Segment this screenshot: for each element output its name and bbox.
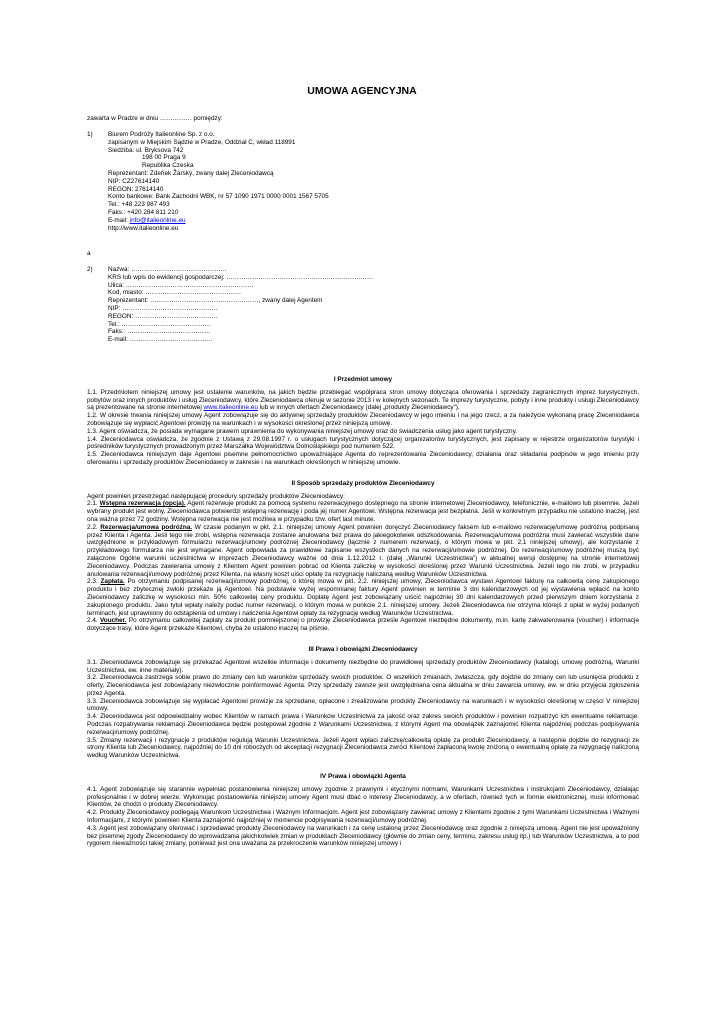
party-2-regon-field: REGON: ………………………………… [108, 312, 219, 320]
party-1-court: zapisanym w Miejskim Sądzie w Pradze, Oddział C, wkład 118991 [108, 138, 296, 146]
conjunction-a: a [87, 250, 91, 257]
party-2-email-field: E-mail: ………………………………… [108, 336, 213, 344]
clause-3-3: 3.3. Zleceniodawca zobowiązuje się wypłacać Agentowi prowizje za sprzedane, opłacone i zrealizowane produkty Zleceniodawcy na warunkach i w wysokości określonej w części V niniejszej umowy. [87, 697, 639, 713]
clause-1-5: 1.5. Zleceniodawca niniejszym daje Agentowi pisemne pełnomocnictwo upoważniające Agenta do reprezentowania Zleceniodawcy, działania oraz składania podpisów w jego imieniu przy oferowaniu i sprzedaży produktów Zleceniodawcy w zakresie i na warunkach określonych w niniejszej umowie. [87, 451, 639, 466]
section-4 [87, 773, 639, 848]
party-2-krs-field: KRS lub wpis do ewidencji gospodarczej: …………………………………………………………… [108, 273, 374, 281]
clause-1-3: 1.3. Agent oświadcza, że posiada wymagane prawem uprawnienia do wykonywania niniejszej umowy oraz do świadczenia usług jako agent turystyczny. [87, 427, 518, 435]
party-2-representative-field: Reprezentant: ……………………………………………, zwany dalej Agentem [108, 297, 323, 305]
party-2-street-field: Ulica: …………………………………………………… [108, 281, 254, 289]
section-3 [87, 646, 639, 760]
website-link[interactable]: www.italieonline.eu [203, 404, 258, 412]
party-2-block [108, 266, 373, 344]
clause-4-1: 4.1. Agent zobowiązuje się starannie wypełniać postanowienia niniejszej umowy zgodnie z prawnymi i etycznymi normami, Warunkami Uczestnictwa i instrukcjami Zleceniodawcy, działając profesjonalnie i w dobrej wierze. Wykonując postanowienia niniejszej umowy Agent musi dbać o interesy Zleceniodawcy, a w ofertach, również tych w formie elektronicznej, musi informować Klientów, że chodzi o produkty Zleceniodawcy. [87, 785, 639, 809]
clause-1-4: 1.4. Zleceniodawca oświadcza, że zgodnie z Ustawą z 29.08.1997 r. o usługach turystycznych dotyczącej organizatorów turystycznych, jest zapisany w rejestrze organizatorów turystyki i pośredników turystycznych prowadzonym przez Marszałka Województwa Dolnośląskiego pod numerem 522. [87, 435, 639, 451]
party-2-postcode-field: Kod, miasto: ……………………………………… [108, 289, 242, 297]
clause-2-2: 2.2. Rezerwacja/umowa podróżna. W czasie podanym w pkt. 2.1. niniejszej umowy Agent powinien doręczyć Zleceniodawcy faksem lub e-mailowo rezerwację/umowę podróżną podpisaną przez Klienta i Agenta. Jeśli tego nie zrobi, wstępna rezerwacja zostanie anulowana bez prawa do jakiegokolwiek odszkodowania. Rezerwacja/umowa podróżna musi zawierać wszystkie dane uwzględnione w przykładowym formularzu rezerwacji/umowy podróżnej Zleceniodawcy (łącznie z numerem rezerwacji, o którym mowa w pkt. 2.1 niniejszej umowy), ale korzystanie z przykładowego formularza nie jest wymagane. Agent odpowiada za prawidłowe zapisanie wszystkich danych na rezerwacji/umowie podróżnej. Do rezerwacji/umowy podróżnej muszą być załączone Ogólne warunki uczestnictwa w imprezach Zleceniodawcy ważne od dnia 1.12.2012 r. (dalej „Warunki Uczestnictwa”) w aktualnej wersji dostępnej na stronie internetowej Zleceniodawcy. Podczas zawierania umowy z Klientem Agent powinien pobrać od Klienta zaliczkę w wysokości określonej przez Warunki Uczestnictwa. Jeżeli tego nie zrobi, w przypadku anulowania rezerwacji/umowy podróżnej przez Klienta, na własny koszt uiści opłatę za rezygnację naliczaną według Warunków Uczestnictwa. [87, 523, 639, 578]
party-2-fax-field: Faks.: ………………………………… [108, 328, 211, 336]
party-1-seat: Siedziba: ul. Bryksova 742 [108, 146, 184, 154]
clause-3-2: 3.2. Zleceniodawca zastrzega sobie prawo do zmiany cen lub warunków sprzedaży swoich produktów. O wszelkich zmianach, zwłaszcza, gdy dojdzie do zmiany cen lub usunięcia produktu z oferty, Zleceniodawca jest zobowiązany niezwłocznie poinformować Agenta. Przy sprzedaży zawsze jest uwzględniana cena aktualna w dniu zawarcia umowy, ew. w dniu przyjęcia zgłoszenia przez Agenta. [87, 674, 639, 697]
clause-4-2: 4.2. Produkty Zleceniodawcy podlegają Warunkom Uczestnictwa i Ważnym Informacjom. Agent jest zobowiązany zawierać umowy z Klientami zgodnie z tymi Warunkami Uczestnictwa i Ważnymi Informacjami, z którymi powinien Klienta zaznajomić najpóźniej w momencie podpisywania rezerwacji/umowy podróżnej. [87, 809, 639, 825]
clause-1-2: 1.2. W okresie trwania niniejszej umowy Agent zobowiązuje się do aktywnej sprzedaży produktów Zleceniodawcy w jego imieniu i na jego rzecz, a za należycie wykonaną pracę Zleceniodawca zobowiązuje się wypłacić Agentowi prowizję na warunkach i w wysokości określonej przez niniejszą umowę. [87, 412, 639, 427]
party-2-number: 2) [87, 266, 93, 273]
party-1-email-line [108, 217, 329, 225]
section-2-title: II Sposób sprzedaży produktów Zleceniodawcy [291, 479, 435, 487]
party-1-number: 1) [87, 131, 93, 138]
email-label: E-mail: [108, 216, 130, 224]
clause-3-4: 3.4. Zleceniodawca jest odpowiedzialny wobec Klientów w ramach prawa i Warunków Uczestnictwa za jakość oraz zakres swoich produktów i powinien rozpatrzyć ich ewentualne reklamacje. Podczas rozpatrywania reklamacji Zleceniodawca będzie postępował zgodnie z Warunkami Uczestnictwa, z którymi Agent ma obowiązek zaznajomić Klienta najpóźniej podczas podpisywania rezerwacji/umowy podróżnej. [87, 713, 639, 736]
clause-4-3: 4.3. Agent jest zobowiązany oferować i sprzedawać produkty Zleceniodawcy na warunkach i za cenę ustaloną przez Zleceniodawcę oraz zgodnie z niniejszą umową. Agent nie jest upoważniony bez pisemnej zgody Zleceniodawcy do wprowadzania jakichkolwiek zmian w produktach Zleceniodawcy (głównie do zmian ceny, terminu, zakresu usług itp.) lub Warunków Uczestnictwa, a to pod rygorem nieważności takiej zmiany, ponieważ jest ona uważana za przekroczenie warunków niniejszej umowy i [87, 824, 639, 848]
party-1-phone: Tel.: +48 223 987 493 [108, 201, 170, 209]
section-4-title: IV Prawa i obowiązki Agenta [320, 773, 406, 781]
clause-2-1: 2.1. Wstępna rezerwacja (opcja). Agent rezerwuje produkt za pomocą systemu rezerwacyjnego dostępnego na stronie internetowej Zleceniodawcy, telefonicznie, e-mailowo lub pisemnie. Jeżeli wybrany produkt jest wolny, Zleceniodawca potwierdzi wstępną rezerwację i poda jej numer Agentowi. Wstępna rezerwacja jest bezpłatna. Jeśli w konkretnym przypadku nie ustalono inaczej, jest ona ważna przez 72 godziny. Wstępna rezerwacja nie jest możliwa w przypadku tzw. ofert last minute. [87, 500, 640, 523]
document-title: UMOWA AGENCYJNA [307, 85, 417, 97]
party-1-name: Biurem Podróży Italieonline Sp. z o.o. [108, 131, 215, 138]
clause-3-1: 3.1. Zleceniodawca zobowiązuje się przekazać Agentowi wszelkie informacje i dokumenty niezbędne do prawidłowej sprzedaży produktów Zleceniodawcy (katalogi, umowę podróżną, Warunki Uczestnictwa, ew. inne materiały). [87, 658, 639, 674]
email-link[interactable]: info@italieonline.eu [129, 216, 186, 224]
party-2-nip-field: NIP: ……………………………………… [108, 304, 219, 312]
party-2-name-field: Nazwa: ……………………………………… [108, 266, 227, 273]
party-2-phone-field: Tel.: …………………………………… [108, 320, 211, 328]
section-1 [87, 376, 639, 467]
section-1-title: I Przedmiot umowy [333, 376, 393, 383]
party-1-block [108, 131, 329, 232]
party-1-fax: Faks.: +420 284 811 210 [108, 208, 179, 216]
section-2-intro: Agent powinien przestrzegać następującej procedury sprzedaży produktów Zleceniodawcy: [87, 492, 345, 500]
clause-3-5: 3.5. Zmiany rezerwacji i rezygnacje z produktów regulują Warunki Uczestnictwa. Jeżeli Agent wpłaci zaliczkę/całkowitą opłatę za produkt Zleceniodawcy, a następnie dojdzie do rezygnacji ze strony Klienta lub Zleceniodawcy, najpóźniej do 10 dni roboczych od akceptacji rezygnacji Zleceniodawca zwróci Klientowi zapłaconą kwotę zniżoną o ewentualną opłatę za rezygnację naliczoną według Warunków Uczestnictwa. [87, 736, 639, 760]
clause-2-3: 2.3. Zapłata. Po otrzymaniu podpisanej rezerwacji/umowy podróżnej, o której mowa w pkt. 2.2. niniejszej umowy, Zleceniodawca wystawi Agentowi fakturę na całkowitą cenę zakupionego produktu i bez zbytecznej zwłoki przekaże ją Agentowi. Na podstawie wyżej wspomnianej faktury Agent powinien w terminie 3 dni kalendarzowych od jej wystawienia wpłacić na konto Zleceniodawcy zaliczkę w wysokości min. 50% całkowitej ceny produktu. Dopłatę Agent jest zobowiązany uiścić najpóźniej 30 dni kalendarzowych przed pierwszym dniem korzystania z zakupionego produktu. Jako tytuł wpłaty należy podać numer rezerwacji, o którym mowa w punkcie 2.1. niniejszej umowy. Jeżeli Zleceniodawca nie otrzyma którejś z opłat w wyżej podanych terminach, jest uprawniony do odstąpienia od umowy i naliczenia Agentowi opłaty za rezygnację według Warunków Uczestnictwa. [87, 578, 640, 617]
section-3-title: III Prawa i obowiązki Zleceniodawcy [308, 645, 418, 653]
party-1-regon: REGON: 27614140 [108, 185, 164, 193]
clause-1-1: 1.1. Przedmiotem niniejszej umowy jest ustalenie warunków, na jakich będzie przebiegać współpraca stron umowy dotycząca oferowania i sprzedaży zagranicznych imprez turystycznych, pobytów oraz innych produktów i usług Zleceniodawcy, które Zleceniodawca oferuje w sezonie 2013 i w kolejnych sezonach. Te imprezy turystyczne, pobyty i inne produkty i usługi Zleceniodawcy są prezentowane na stronie internetowej www.italieonline.eu lub w innych ofertach Zleceniodawcy (dalej „produkty Zleceniodawcy”). [87, 388, 639, 412]
section-2 [87, 480, 639, 633]
intro-line: zawarta w Pradze w dniu …………… pomiędzy: [87, 115, 223, 122]
party-1-website: http://www.italieonline.eu [108, 224, 179, 232]
party-1-representative: Reprezentant: Zdeňek Žárský, zwany dalej Zleceniodawcą [108, 169, 274, 177]
party-1-bank-account: Konto bankowe: Bank Zachodni WBK, nr 57 1090 1971 0000 0001 1567 5705 [108, 193, 329, 201]
clause-2-4: 2.4. Voucher. Po otrzymaniu całkowitej zapłaty za produkt pomniejszonej o prowizję Zleceniodawca prześle Agentowi niezbędne dokumenty, m.in. kartę zakwaterowania (voucher) i informacje dotyczące trasy, które Agent przekaże Klientowi, chyba że ustalono inaczej na piśmie. [87, 617, 640, 633]
contract-body [87, 376, 639, 848]
party-1-postcode: 198 00 Praga 9 [142, 154, 186, 162]
party-1-country: Republika Czeska [142, 162, 194, 170]
party-1-nip: NIP: CZ27614140 [108, 177, 160, 185]
